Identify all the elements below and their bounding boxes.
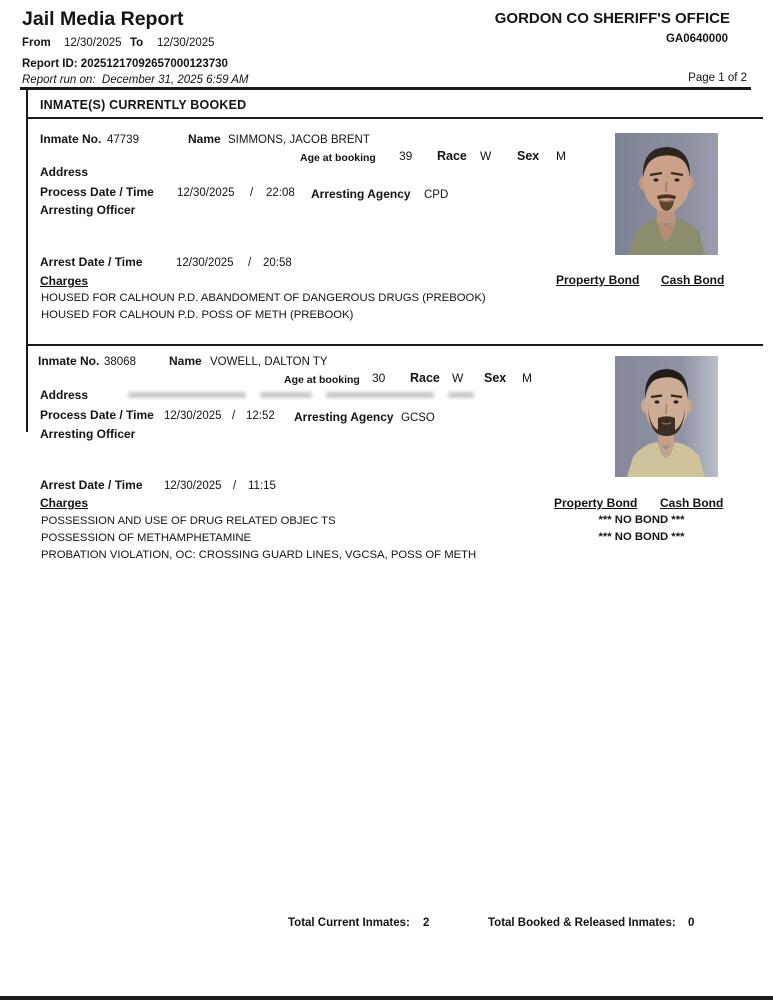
sex-value: M [522,371,532,385]
property-bond-label: Property Bond [556,273,640,287]
cash-bond-label: Cash Bond [660,496,724,510]
mugshot-illustration [615,133,718,255]
total-current-inmates-value: 2 [423,917,430,929]
arrest-time-value: 20:58 [263,257,292,269]
report-run-label: Report run on: [22,74,96,86]
name-label: Name [188,132,221,146]
redacted-address [128,392,474,398]
race-value: W [480,149,492,163]
ori-number: GA0640000 [665,33,728,45]
charge-line: POSSESSION OF METHAMPHETAMINE [41,532,252,544]
left-border-line [26,87,28,432]
section-title: INMATE(S) CURRENTLY BOOKED [40,98,247,112]
arrest-date-value: 12/30/2025 [176,257,234,269]
sex-label: Sex [517,149,540,163]
process-date-time-label: Process Date / Time [40,185,154,199]
charge-line: POSSESSION AND USE OF DRUG RELATED OBJEC TS [41,515,336,527]
total-booked-released-label: Total Booked & Released Inmates: [488,917,676,929]
sex-value: M [556,149,566,163]
section-rule [26,117,763,119]
page-indicator: Page 1 of 2 [688,72,747,84]
total-current-inmates-label: Total Current Inmates: [288,917,410,929]
process-separator: / [250,187,254,199]
office-name: GORDON CO SHERIFF'S OFFICE [494,10,730,27]
sex-label: Sex [484,371,507,385]
inmate-separator-rule [26,344,763,346]
process-date-value: 12/30/2025 [177,187,235,199]
arrest-separator: / [248,257,252,269]
report-run-line [22,74,249,87]
cash-bond-label: Cash Bond [661,273,725,287]
inmate-name-value: SIMMONS, JACOB BRENT [228,134,370,146]
to-label: To [130,37,144,49]
charge-bond-value: *** NO BOND *** [598,531,685,543]
arresting-officer-label: Arresting Officer [40,203,136,217]
to-date-value: 12/30/2025 [157,37,215,49]
charge-bond-value: *** NO BOND *** [598,514,685,526]
report-id-label: Report ID: [22,58,78,70]
arresting-agency-value: CPD [424,189,449,201]
arresting-officer-label: Arresting Officer [40,427,136,441]
age-at-booking-label: Age at booking [300,152,376,164]
race-value: W [452,371,464,385]
address-label: Address [40,165,89,179]
from-date-value: 12/30/2025 [64,37,122,49]
report-id-line [22,58,228,71]
age-value: 39 [399,149,413,163]
charges-label: Charges [40,274,89,288]
inmate-no-label: Inmate No. [38,354,100,368]
name-label: Name [169,354,202,368]
arrest-date-time-label: Arrest Date / Time [40,255,143,269]
race-label: Race [410,371,440,385]
process-date-time-label: Process Date / Time [40,408,154,422]
process-time-value: 22:08 [266,187,295,199]
arrest-date-value: 12/30/2025 [164,480,222,492]
from-label: From [22,37,51,49]
arresting-agency-label: Arresting Agency [311,187,411,201]
charge-line: HOUSED FOR CALHOUN P.D. POSS OF METH (PREBOOK) [41,309,354,321]
process-separator: / [232,410,236,422]
arrest-time-value: 11:15 [248,480,276,492]
total-booked-released-value: 0 [688,917,695,929]
arrest-separator: / [233,480,237,492]
report-run-value: December 31, 2025 6:59 AM [101,74,249,86]
inmate-no-label: Inmate No. [40,132,102,146]
inmate-no-value: 38068 [104,356,136,368]
page-bottom-rule [0,996,773,1000]
report-id-value: 20251217092657000123730 [80,58,228,70]
process-date-value: 12/30/2025 [164,410,222,422]
age-value: 30 [372,371,386,385]
inmate-name-value: VOWELL, DALTON TY [210,356,328,368]
page-title: Jail Media Report [22,8,184,30]
race-label: Race [437,149,467,163]
header-rule [20,87,751,90]
inmate-no-value: 47739 [107,134,139,146]
charge-line: PROBATION VIOLATION, OC: CROSSING GUARD LINES, VGCSA, POSS OF METH [41,549,477,561]
mugshot-photo [615,133,718,255]
arrest-date-time-label: Arrest Date / Time [40,478,143,492]
age-at-booking-label: Age at booking [284,374,360,386]
property-bond-label: Property Bond [554,496,638,510]
arresting-agency-value: GCSO [401,412,435,424]
process-time-value: 12:52 [246,410,275,422]
mugshot-photo [615,356,718,477]
address-label: Address [40,388,89,402]
charge-line: HOUSED FOR CALHOUN P.D. ABANDOMENT OF DANGEROUS DRUGS (PREBOOK) [41,292,486,304]
arresting-agency-label: Arresting Agency [294,410,394,424]
mugshot-illustration [615,356,718,477]
charges-label: Charges [40,496,89,510]
